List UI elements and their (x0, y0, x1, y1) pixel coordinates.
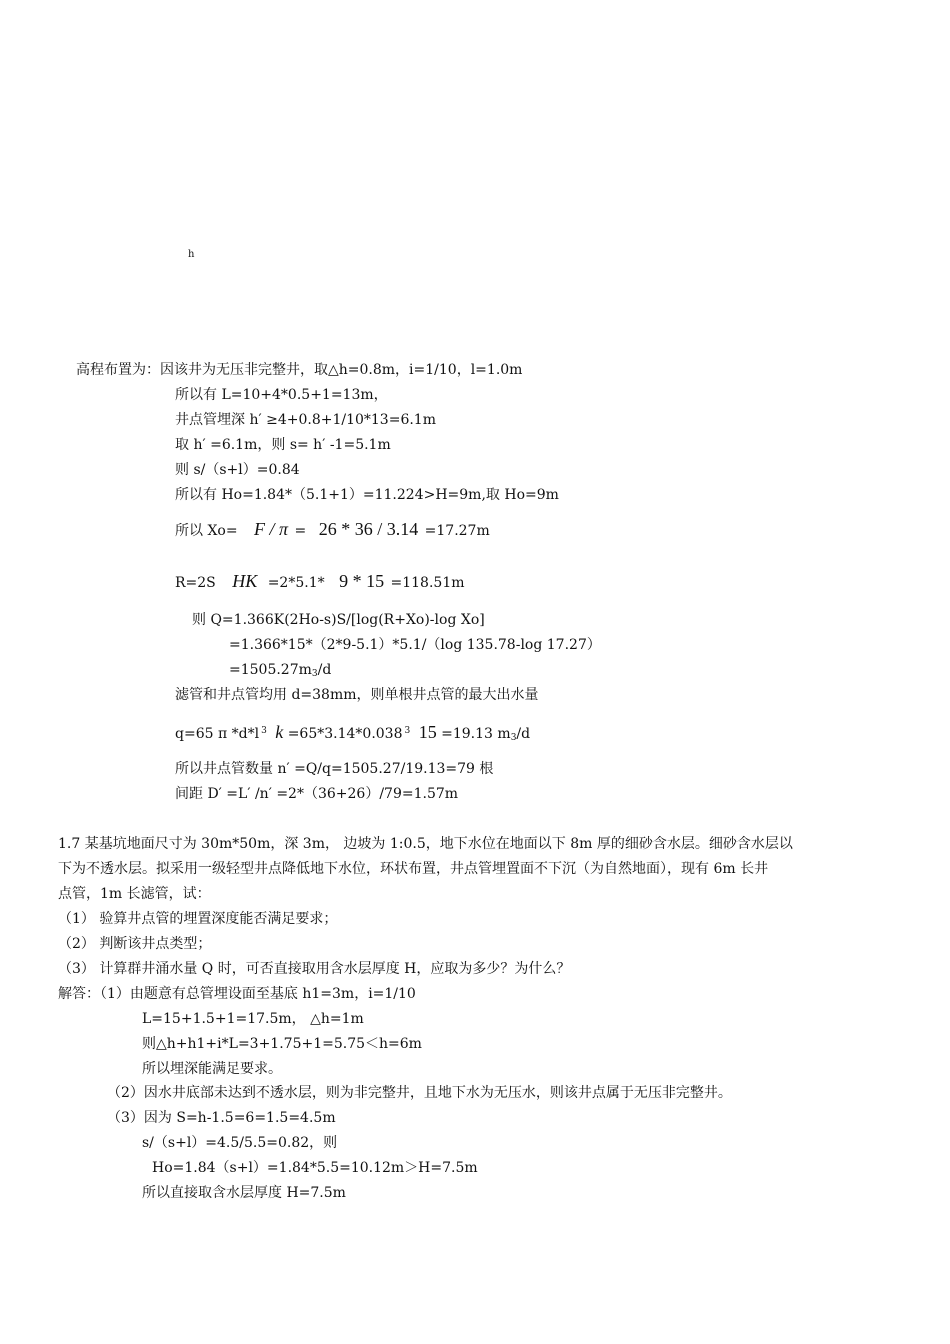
answer-line-6: （3）因为 S=h-1.5=6=1.5=4.5m (107, 1110, 336, 1126)
ratio-line: 则 s/（s+l）=0.84 (175, 462, 300, 478)
answer-line-8: Ho=1.84（s+l）=1.84*5.5=10.12m＞H=7.5m (152, 1160, 478, 1176)
xo-formula (175, 520, 490, 540)
q-result-line (229, 661, 331, 681)
ho-line: 所以有 Ho=1.84*（5.1+1）=11.224>H=9m,取 Ho=9m (175, 487, 559, 503)
qs-part-d: /d (516, 726, 531, 742)
q-calc-line: =1.366*15*（2*9-5.1）*5.1/（log 135.78-log 17.27） (229, 637, 601, 653)
problem-text-3: 点管，1m 长滤管，试： (58, 886, 211, 902)
r-hk: HK (232, 571, 258, 591)
question-item-1: （1） 验算井点管的埋置深度能否满足要求； (58, 911, 338, 927)
q-formula-line: 则 Q=1.366K(2Ho-s)S/[log(R+Xo)-log Xo] (192, 612, 485, 628)
answer-line-2: L=15+1.5+1=17.5m， △h=1m (142, 1011, 364, 1027)
qs-part-b: =65*3.14*0.038 (287, 726, 403, 742)
answer-line-4: 所以埋深能满足要求。 (142, 1061, 282, 1077)
question-item-3: （3） 计算群井涌水量 Q 时，可否直接取用含水层厚度 H，应取为多少？为什么？ (58, 961, 571, 977)
filter-pipe-line: 滤管和井点管均用 d=38mm，则单根井点管的最大出水量 (175, 687, 539, 703)
elevation-layout-line: 高程布置为：因该井为无压非完整井，取△h=0.8m，i=1/10，l=1.0m (76, 362, 523, 378)
problem-text-1: 1.7 某基坑地面尺寸为 30m*50m，深 3m， 边坡为 1:0.5，地下水位在地面以下 8m 厚的细砂含水层。细砂含水层以 (58, 836, 793, 852)
xo-result: =17.27m (424, 523, 490, 539)
qs-sup-2: 3 (404, 726, 411, 736)
question-item-2: （2） 判断该井点类型； (58, 936, 212, 952)
qs-part-a: q=65 π *d*l (175, 726, 260, 742)
qs-15: 15 (418, 722, 437, 742)
problem-text-2: 下为不透水层。拟采用一级轻型井点降低地下水位，环状布置，井点管埋置面不下沉（为自然地面），现有 6m 长井 (58, 861, 769, 877)
answer-line-9: 所以直接取含水层厚度 H=7.5m (142, 1185, 346, 1201)
r-formula (175, 572, 465, 592)
xo-number: 26 * 36 / 3.14 (318, 519, 419, 539)
answer-line-7: s/（s+l）=4.5/5.5=0.82，则 (142, 1135, 338, 1151)
r-mid: =2*5.1* (267, 575, 325, 591)
qs-part-c: =19.13 m (441, 726, 511, 742)
single-well-flow-formula (175, 723, 530, 745)
qs-k: k (275, 722, 284, 742)
q-result-unit: /d (317, 662, 332, 678)
xo-prefix: 所以 Xo= (175, 523, 238, 539)
qs-sup-3: 3 (510, 733, 517, 743)
xo-equals: = (294, 523, 307, 539)
stray-h-text: h (188, 249, 195, 260)
xo-f-over-pi: F / π (254, 519, 289, 539)
answer-line-3: 则△h+h1+i*L=3+1.75+1=5.75＜h=6m (142, 1036, 422, 1052)
spacing-line: 间距 D′ =L′ /n′ =2*（36+26）/79=1.57m (175, 786, 459, 802)
length-line: 所以有 L=10+4*0.5+1=13m， (175, 387, 388, 403)
r-prefix: R=2S (175, 575, 216, 591)
r-number: 9 * 15 (339, 571, 385, 591)
q-result-value: =1505.27m (229, 662, 312, 678)
qs-sup-1: 3 (261, 726, 267, 736)
answer-line-5: （2）因水井底部未达到不透水层，则为非完整井，且地下水为无压水，则该井点属于无压非完整井。 (107, 1085, 732, 1101)
r-result: =118.51m (390, 575, 465, 591)
well-count-line: 所以井点管数量 n′ =Q/q=1505.27/19.13=79 根 (175, 761, 494, 777)
answer-line-1: 解答：（1）由题意有总管埋设面至基底 h1=3m，i=1/10 (58, 986, 416, 1002)
q-result-exponent: 3 (311, 669, 318, 679)
burial-depth-line: 井点管埋深 h′ ≥4+0.8+1/10*13=6.1m (175, 412, 436, 428)
take-h-line: 取 h′ =6.1m，则 s= h′ -1=5.1m (175, 437, 391, 453)
